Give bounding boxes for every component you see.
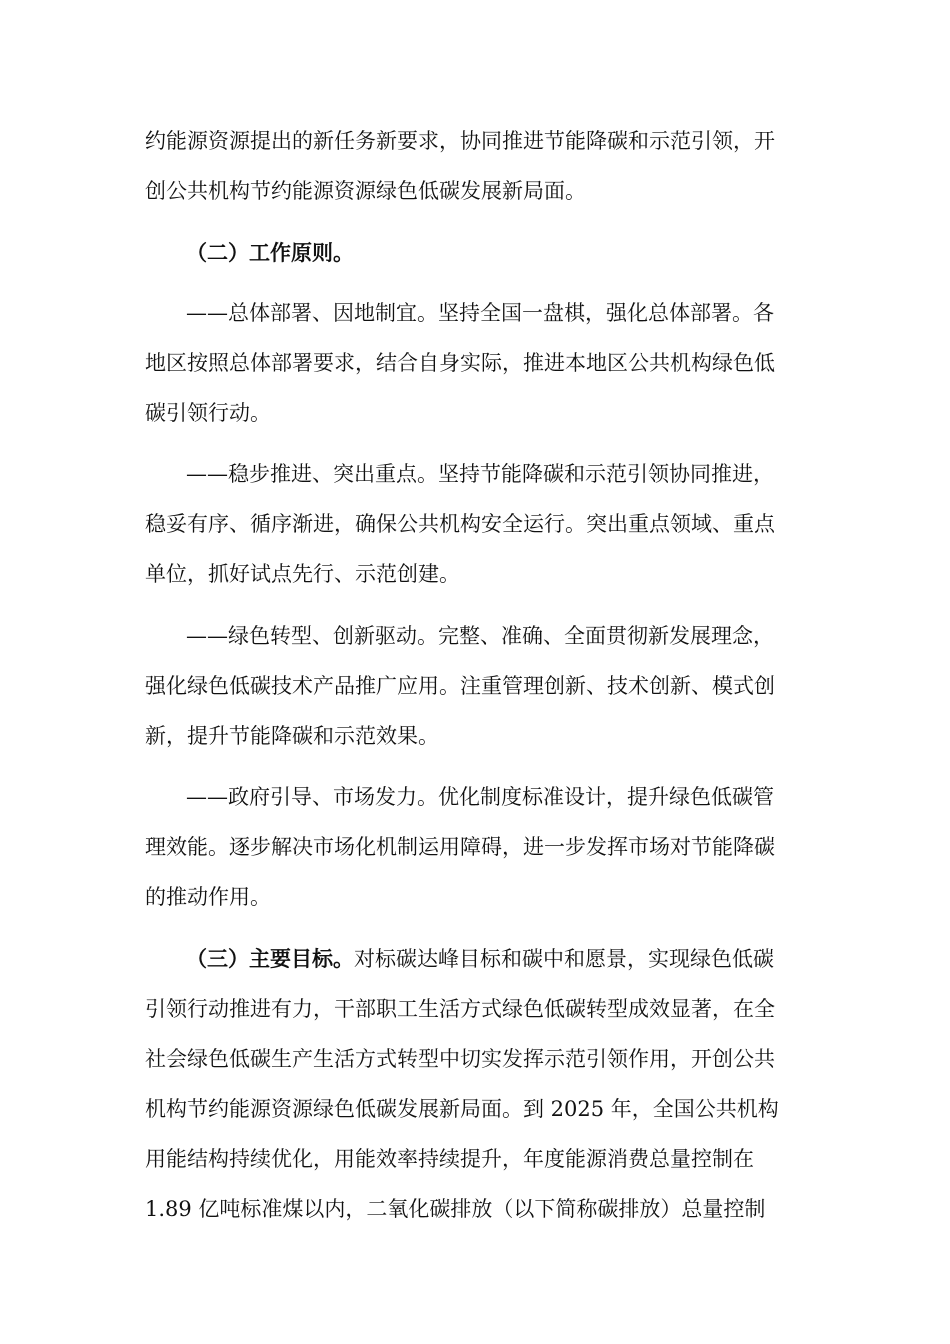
principle-3-line-1: ——绿色转型、创新驱动。完整、准确、全面贯彻新发展理念， — [186, 624, 774, 648]
intro-line-1: 约能源资源提出的新任务新要求，协同推进节能降碳和示范引领，开 — [145, 129, 775, 153]
principle-1-line-1: ——总体部署、因地制宜。坚持全国一盘棋，强化总体部署。各 — [186, 301, 774, 325]
principle-4-line-2: 理效能。逐步解决市场化机制运用障碍，进一步发挥市场对节能降碳 — [145, 835, 775, 859]
goals-line-4: 机构节约能源资源绿色低碳发展新局面。到 2025 年，全国公共机构 — [145, 1097, 779, 1121]
principle-2-line-2: 稳妥有序、循序渐进，确保公共机构安全运行。突出重点领域、重点 — [145, 512, 775, 536]
principle-3-line-2: 强化绿色低碳技术产品推广应用。注重管理创新、技术创新、模式创 — [145, 674, 775, 698]
section-heading-principles: （二）工作原则。 — [186, 241, 354, 265]
goals-line-2: 引领行动推进有力，干部职工生活方式绿色低碳转型成效显著，在全 — [145, 997, 775, 1021]
principle-4-line-3: 的推动作用。 — [145, 885, 271, 909]
principle-2-line-3: 单位，抓好试点先行、示范创建。 — [145, 562, 460, 586]
principle-4-line-1: ——政府引导、市场发力。优化制度标准设计，提升绿色低碳管 — [186, 785, 774, 809]
goals-line-5: 用能结构持续优化，用能效率持续提升，年度能源消费总量控制在 — [145, 1147, 754, 1171]
goals-line-6: 1.89 亿吨标准煤以内，二氧化碳排放（以下简称碳排放）总量控制 — [145, 1197, 766, 1221]
section-goals-first-line — [186, 945, 810, 973]
goals-line-3: 社会绿色低碳生产生活方式转型中切实发挥示范引领作用，开创公共 — [145, 1047, 775, 1071]
section-heading-goals: （三）主要目标。 — [186, 947, 354, 971]
principle-1-line-3: 碳引领行动。 — [145, 401, 271, 425]
intro-line-2: 创公共机构节约能源资源绿色低碳发展新局面。 — [145, 179, 586, 203]
principle-2-line-1: ——稳步推进、突出重点。坚持节能降碳和示范引领协同推进， — [186, 462, 774, 486]
goals-first-line-text: 对标碳达峰目标和碳中和愿景，实现绿色低碳 — [354, 947, 774, 971]
principle-1-line-2: 地区按照总体部署要求，结合自身实际，推进本地区公共机构绿色低 — [145, 351, 775, 375]
principle-3-line-3: 新，提升节能降碳和示范效果。 — [145, 724, 439, 748]
